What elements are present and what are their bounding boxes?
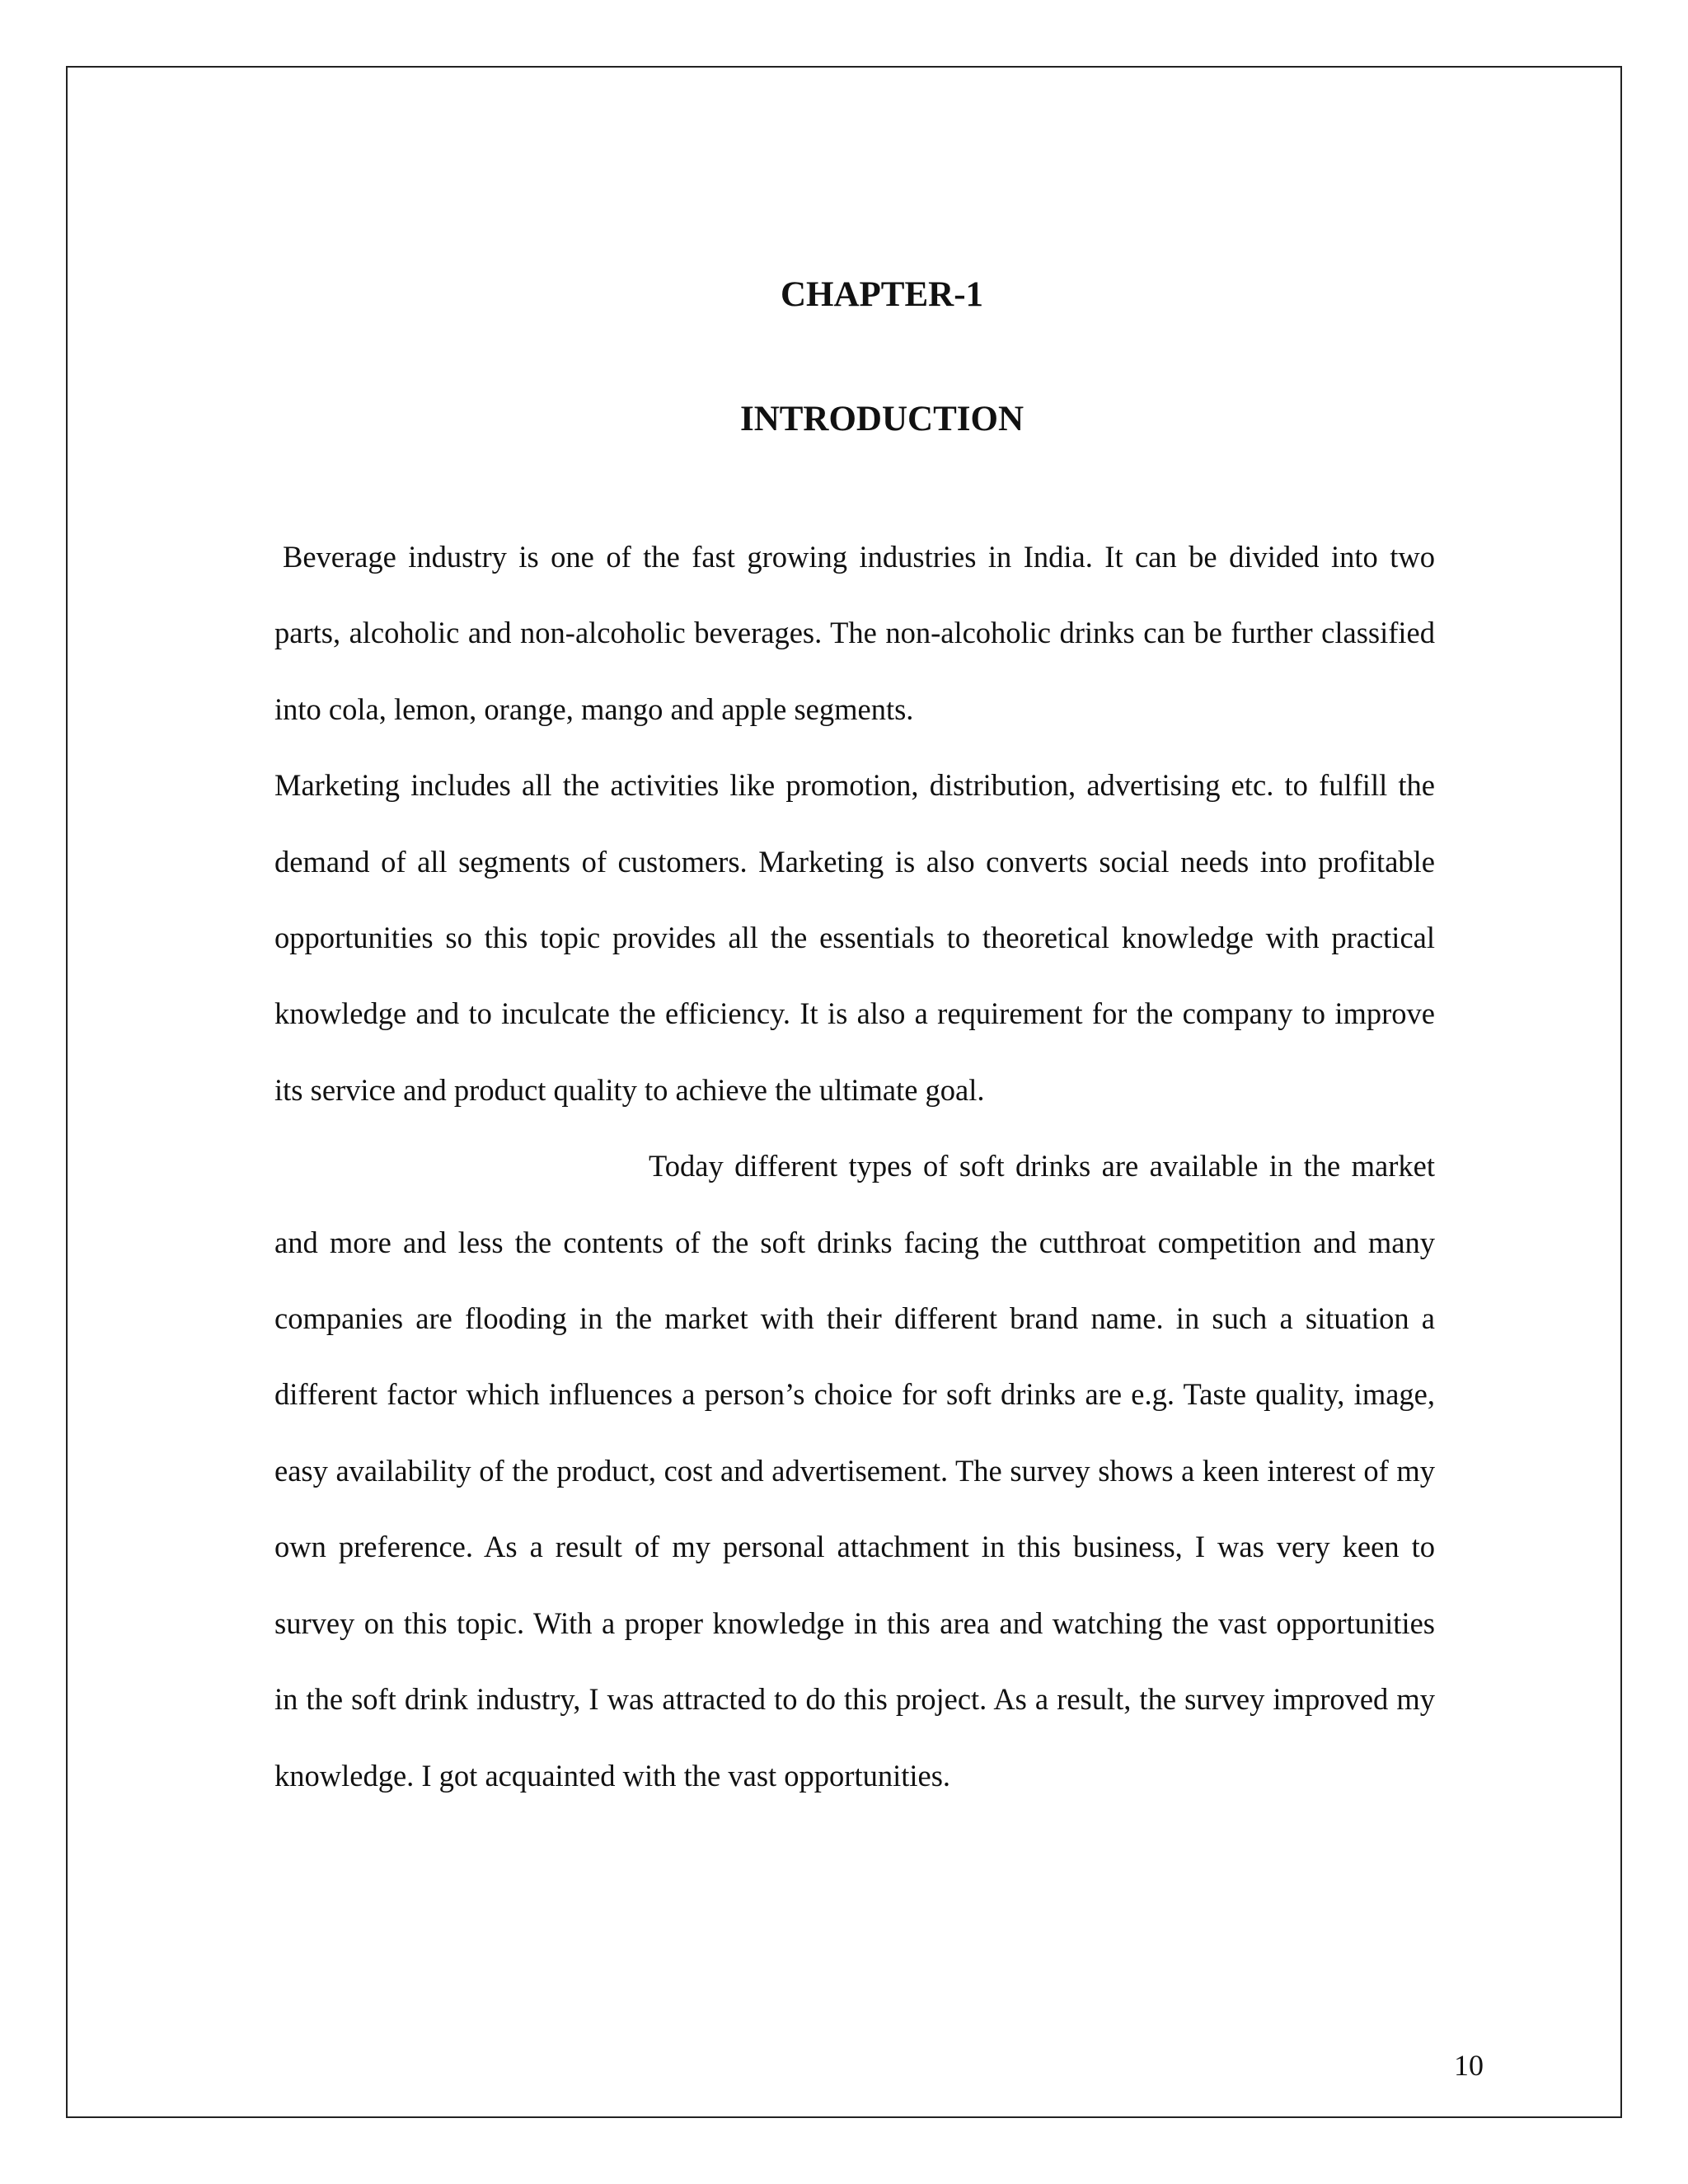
- paragraph-beverage-industry: Beverage industry is one of the fast growing industries in India. It can be divided into two parts, alcoholic and non-alcoholic beverages. The non-alcoholic drinks can be further classified into cola, lemon, orange, mango and apple segments.: [274, 540, 1435, 726]
- paragraph-marketing: Marketing includes all the activities like promotion, distribution, advertising etc. to fulfill the demand of all segments of customers. Marketing is also converts social needs into profitable opportunities so this topic provides all the essentials to theoretical knowledge with practical knowledge and to inculcate the efficiency. It is also a requirement for the company to improve its service and product quality to achieve the ultimate goal.: [274, 768, 1435, 1107]
- page-number: 10: [1454, 2049, 1484, 2082]
- section-heading: [0, 399, 1688, 440]
- body-text: [274, 519, 1435, 1814]
- section-heading-text: INTRODUCTION: [739, 400, 1025, 438]
- chapter-heading-text: CHAPTER-1: [780, 275, 984, 314]
- chapter-heading: [0, 274, 1688, 316]
- paragraph-soft-drinks: Today different types of soft drinks are available in the market and more and less the contents of the soft drinks facing the cutthroat competition and many companies are flooding in the market with their different brand name. in such a situation a different factor which influences a person’s choice for soft drinks are e.g. Taste quality, image, easy availability of the product, cost and advertisement. The survey shows a keen interest of my own preference. As a result of my personal attachment in this business, I was very keen to survey on this topic. With a proper knowledge in this area and watching the vast opportunities in the soft drink industry, I was attracted to do this project. As a result, the survey improved my knowledge. I got acquainted with the vast opportunities.: [274, 1149, 1435, 1793]
